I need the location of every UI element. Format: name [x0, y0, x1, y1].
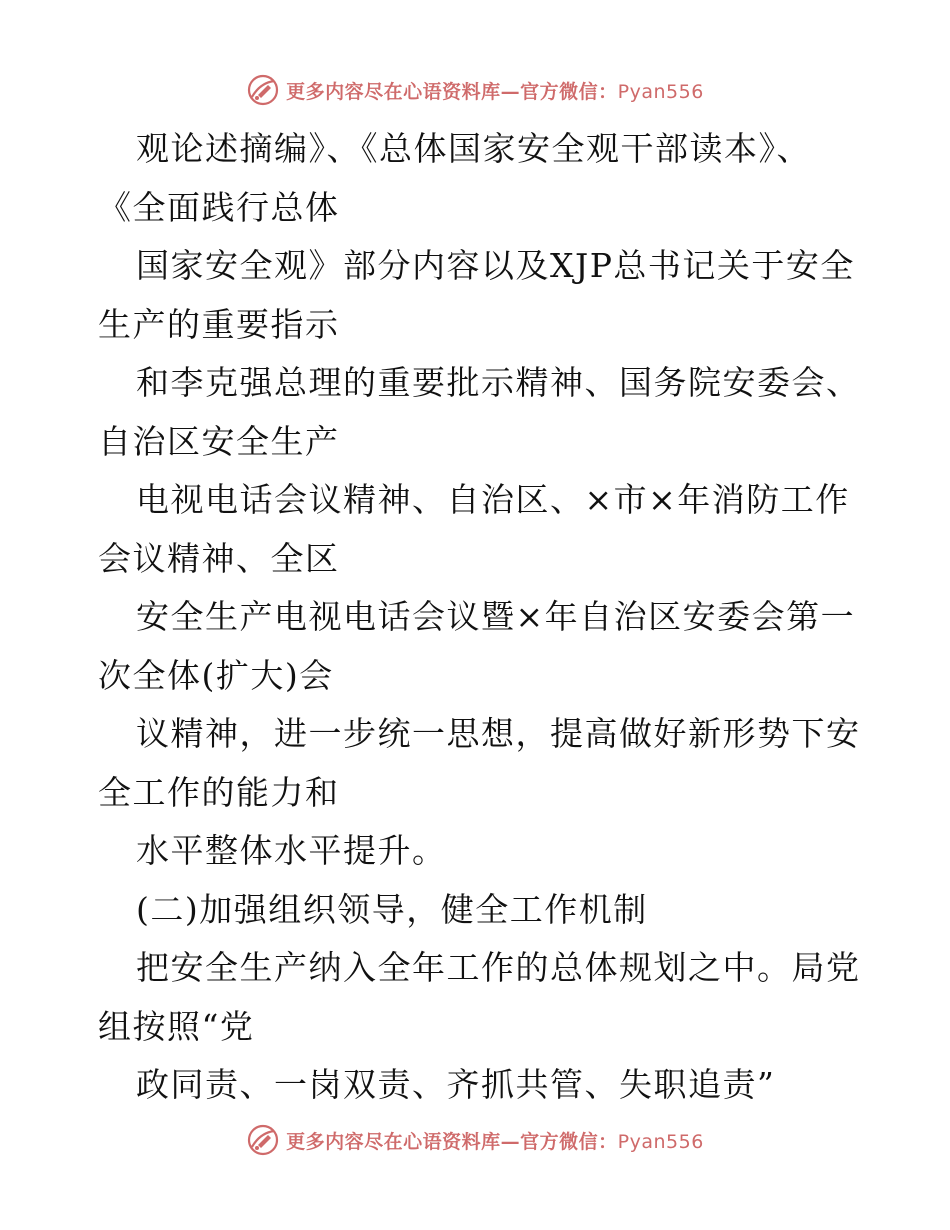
text-line: 次全体(扩大)会	[98, 655, 334, 695]
pen-logo-icon	[246, 1123, 280, 1157]
text-line: 组按照“党	[98, 1006, 255, 1046]
text-line: 水平整体水平提升。	[136, 831, 447, 870]
text-line: 生产的重要指示	[98, 304, 340, 344]
text-line: 会议精神、全区	[98, 538, 340, 578]
watermark-text: 更多内容尽在心语资料库—官方微信：Pyan556	[286, 1130, 704, 1153]
document-body	[98, 120, 861, 1115]
text-line: 《全面践行总体	[98, 187, 340, 227]
text-line: 观论述摘编》、《总体国家安全观干部读本》、	[136, 129, 811, 168]
pen-logo-icon	[246, 73, 280, 107]
text-line: 安全生产电视电话会议暨×年自治区安委会第一	[136, 597, 856, 636]
text-line: 政同责、一岗双责、齐抓共管、失职追责”	[136, 1065, 776, 1104]
footer-watermark	[0, 1120, 950, 1160]
header-watermark	[0, 70, 950, 110]
text-line: (二)加强组织领导，健全工作机制	[136, 889, 648, 929]
watermark-text: 更多内容尽在心语资料库—官方微信：Pyan556	[286, 80, 704, 103]
text-line: 自治区安全生产	[98, 421, 340, 461]
text-line: 和李克强总理的重要批示精神、国务院安委会、	[136, 363, 861, 402]
text-line: 全工作的能力和	[98, 772, 340, 812]
text-line: 议精神，进一步统一思想，提高做好新形势下安	[136, 714, 861, 753]
text-line: 电视电话会议精神、自治区、×市×年消防工作	[136, 480, 850, 519]
text-line: 国家安全观》部分内容以及XJP总书记关于安全	[136, 246, 855, 285]
text-line: 把安全生产纳入全年工作的总体规划之中。局党	[136, 948, 861, 987]
